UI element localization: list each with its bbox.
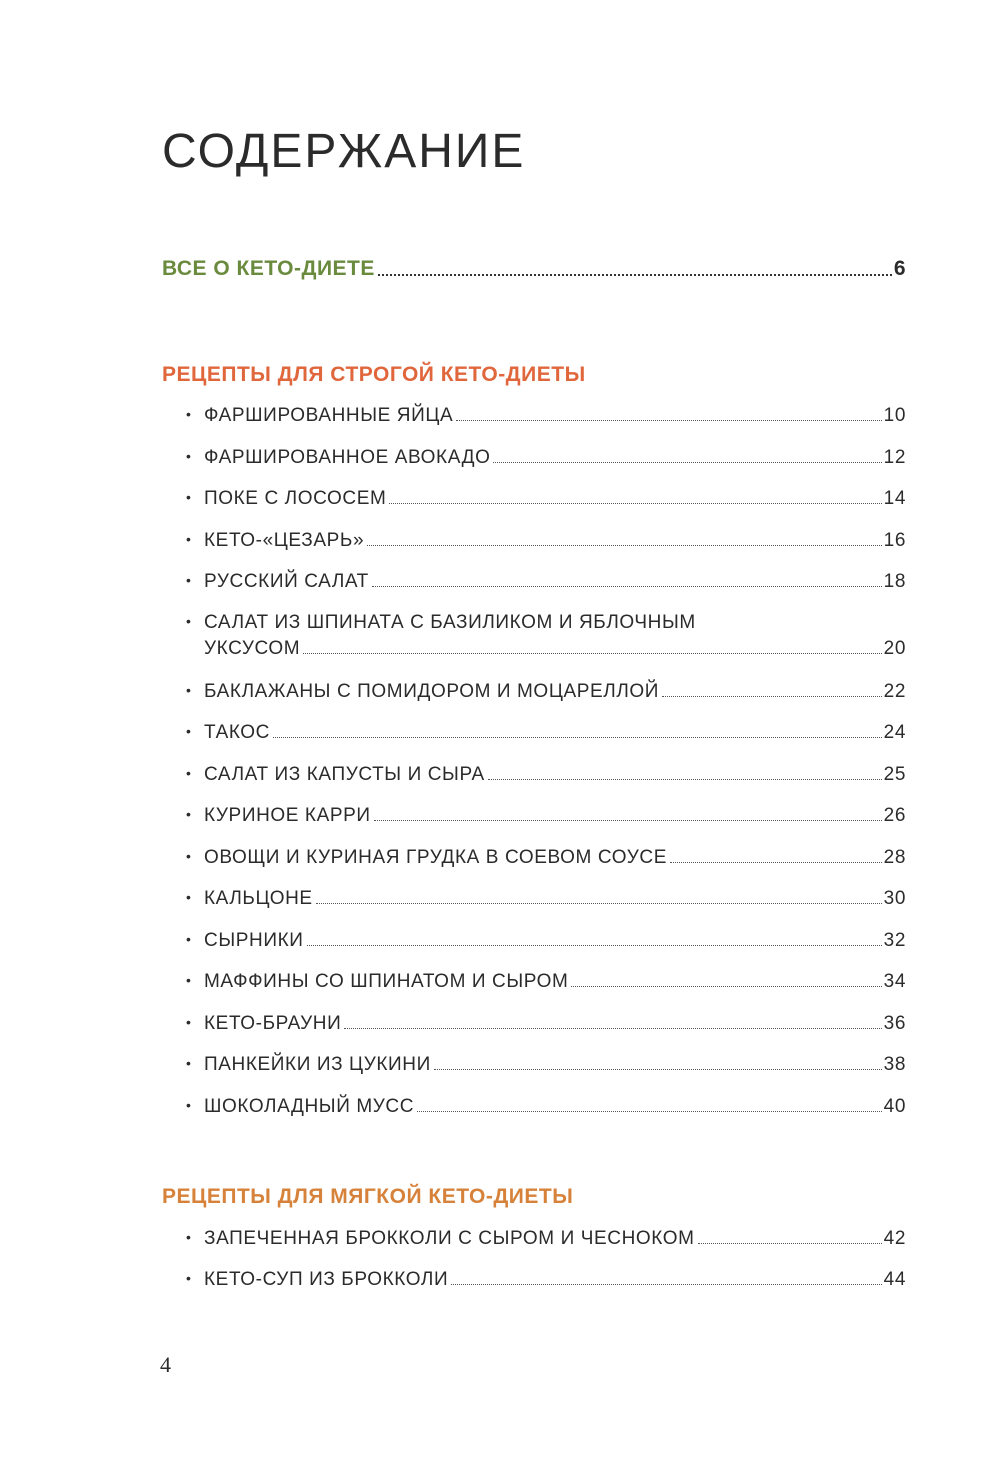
toc-item-label: ОВОЩИ И КУРИНАЯ ГРУДКА В СОЕВОМ СОУСЕ xyxy=(204,847,667,868)
toc-item[interactable] xyxy=(186,488,906,510)
dot-leader xyxy=(367,545,882,546)
toc-item[interactable] xyxy=(186,1054,906,1076)
toc-item-label: САЛАТ ИЗ ШПИНАТА С БАЗИЛИКОМ И ЯБЛОЧНЫМ xyxy=(204,612,696,633)
toc-item-page: 26 xyxy=(883,805,906,826)
toc-item[interactable] xyxy=(186,1096,906,1118)
bullet: • xyxy=(186,1229,192,1245)
bullet: • xyxy=(186,448,192,464)
toc-item-label: ФАРШИРОВАННЫЕ ЯЙЦА xyxy=(204,405,454,426)
toc-item-label: КУРИНОЕ КАРРИ xyxy=(204,805,371,826)
toc-item-page: 14 xyxy=(883,488,906,509)
dot-leader xyxy=(374,820,882,821)
dot-leader xyxy=(372,586,882,587)
toc-item-label: ФАРШИРОВАННОЕ АВОКАДО xyxy=(204,447,491,468)
bullet: • xyxy=(186,889,192,905)
toc-item-page: 24 xyxy=(883,722,906,743)
page-title: СОДЕРЖАНИЕ xyxy=(162,125,526,178)
toc-item[interactable] xyxy=(186,530,906,552)
dot-leader xyxy=(488,779,882,780)
bullet: • xyxy=(186,406,192,422)
toc-item-label: МАФФИНЫ СО ШПИНАТОМ И СЫРОМ xyxy=(204,971,569,992)
bullet: • xyxy=(186,848,192,864)
toc-item-page: 42 xyxy=(883,1228,906,1249)
toc-item-page: 30 xyxy=(883,888,906,909)
toc-item[interactable] xyxy=(186,971,906,993)
bullet: • xyxy=(186,489,192,505)
dot-leader xyxy=(698,1243,882,1244)
toc-item-page: 28 xyxy=(883,847,906,868)
dot-leader xyxy=(417,1111,882,1112)
toc-item[interactable] xyxy=(186,447,906,469)
section-heading-soft: РЕЦЕПТЫ ДЛЯ МЯГКОЙ КЕТО-ДИЕТЫ xyxy=(162,1185,574,1208)
bullet: • xyxy=(186,682,192,698)
dot-leader xyxy=(434,1069,882,1070)
dot-leader xyxy=(451,1284,881,1285)
dot-leader xyxy=(456,420,881,421)
dot-leader xyxy=(670,862,882,863)
toc-item-label: КАЛЬЦОНЕ xyxy=(204,888,313,909)
toc-item[interactable] xyxy=(186,805,906,827)
toc-item-page: 10 xyxy=(883,405,906,426)
toc-item-label: ТАКОС xyxy=(204,722,271,743)
toc-item[interactable] xyxy=(186,571,906,593)
dot-leader xyxy=(493,462,881,463)
toc-item-label: РУССКИЙ САЛАТ xyxy=(204,571,369,592)
toc-item[interactable] xyxy=(186,764,906,786)
toc-item-page: 16 xyxy=(883,530,906,551)
toc-item[interactable] xyxy=(186,1269,906,1291)
dot-leader xyxy=(378,274,892,276)
toc-item[interactable] xyxy=(186,1228,906,1250)
toc-item-page: 38 xyxy=(883,1054,906,1075)
bullet: • xyxy=(186,1055,192,1071)
section-heading-strict: РЕЦЕПТЫ ДЛЯ СТРОГОЙ КЕТО-ДИЕТЫ xyxy=(162,363,586,386)
toc-item-page: 40 xyxy=(883,1096,906,1117)
bullet: • xyxy=(186,1014,192,1030)
bullet: • xyxy=(186,765,192,781)
toc-item-page: 36 xyxy=(883,1013,906,1034)
toc-item[interactable] xyxy=(186,1013,906,1035)
dot-leader xyxy=(316,903,882,904)
dot-leader xyxy=(662,696,882,697)
dot-leader xyxy=(307,945,882,946)
bullet: • xyxy=(186,1270,192,1286)
toc-item-page: 18 xyxy=(883,571,906,592)
toc-item-label: БАКЛАЖАНЫ С ПОМИДОРОМ И МОЦАРЕЛЛОЙ xyxy=(204,681,660,702)
toc-entry-page: 6 xyxy=(893,257,906,280)
bullet: • xyxy=(186,931,192,947)
bullet: • xyxy=(186,613,192,629)
toc-item-label: КЕТО-СУП ИЗ БРОККОЛИ xyxy=(204,1269,449,1290)
toc-item-label: ПОКЕ С ЛОСОСЕМ xyxy=(204,488,387,509)
dot-leader xyxy=(273,737,882,738)
bullet: • xyxy=(186,972,192,988)
dot-leader xyxy=(303,653,881,654)
toc-item-label-continued: УКСУСОМ xyxy=(204,638,301,659)
toc-item-page: 20 xyxy=(883,638,906,659)
bullet: • xyxy=(186,531,192,547)
toc-item[interactable] xyxy=(186,888,906,910)
toc-entry-label: ВСЕ О КЕТО-ДИЕТЕ xyxy=(162,257,375,280)
bullet: • xyxy=(186,1097,192,1113)
toc-item[interactable] xyxy=(186,847,906,869)
toc-item-label: КЕТО-«ЦЕЗАРЬ» xyxy=(204,530,365,551)
bullet: • xyxy=(186,806,192,822)
toc-item[interactable] xyxy=(186,722,906,744)
toc-item-label: ПАНКЕЙКИ ИЗ ЦУКИНИ xyxy=(204,1054,431,1075)
toc-item-label: ЗАПЕЧЕННАЯ БРОККОЛИ С СЫРОМ И ЧЕСНОКОМ xyxy=(204,1228,695,1249)
toc-item-page: 12 xyxy=(883,447,906,468)
toc-main-entry[interactable] xyxy=(162,257,906,281)
toc-item[interactable] xyxy=(186,930,906,952)
toc-item-label: КЕТО-БРАУНИ xyxy=(204,1013,342,1034)
toc-item-page: 34 xyxy=(883,971,906,992)
dot-leader xyxy=(571,986,881,987)
toc-item-page: 22 xyxy=(883,681,906,702)
bullet: • xyxy=(186,572,192,588)
toc-item[interactable] xyxy=(186,612,906,660)
toc-item[interactable] xyxy=(186,405,906,427)
toc-item-page: 44 xyxy=(883,1269,906,1290)
toc-item-page: 32 xyxy=(883,930,906,951)
dot-leader xyxy=(389,503,881,504)
page-number: 4 xyxy=(160,1352,171,1377)
toc-item-label: ШОКОЛАДНЫЙ МУСС xyxy=(204,1096,415,1117)
toc-item-label: СЫРНИКИ xyxy=(204,930,304,951)
dot-leader xyxy=(344,1028,881,1029)
toc-item-label: САЛАТ ИЗ КАПУСТЫ И СЫРА xyxy=(204,764,485,785)
toc-item[interactable] xyxy=(186,681,906,703)
toc-item-page: 25 xyxy=(883,764,906,785)
bullet: • xyxy=(186,723,192,739)
